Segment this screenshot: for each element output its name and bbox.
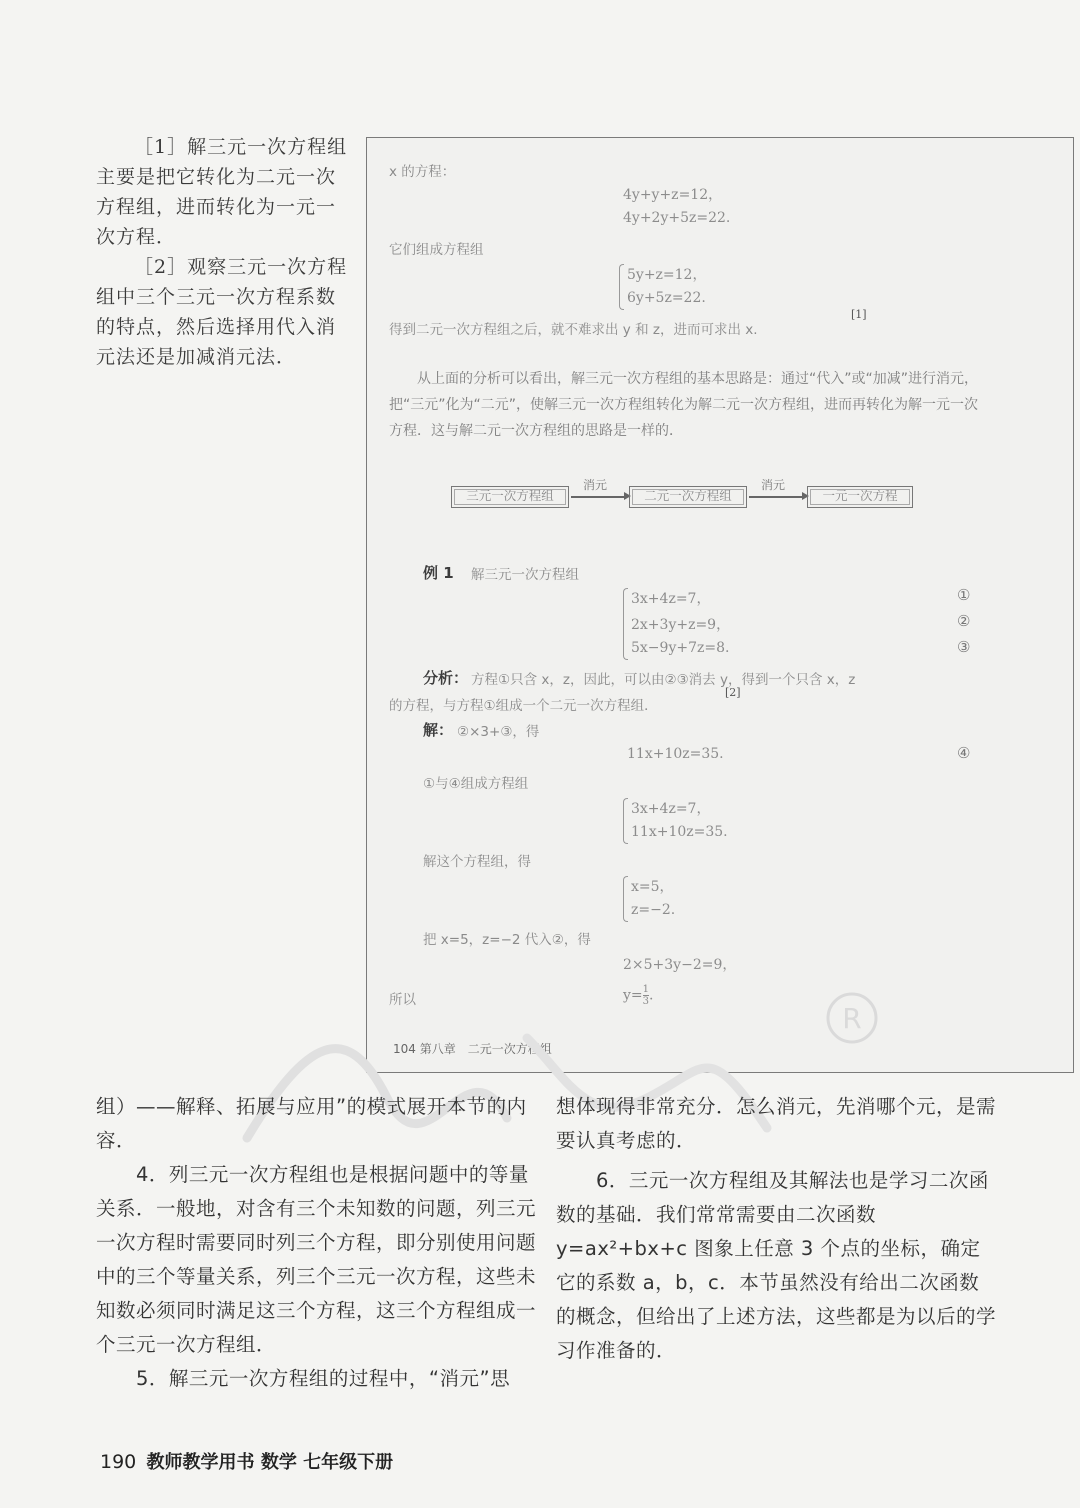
equation: 5x−9y+7z=8. <box>631 640 730 656</box>
equation: 2x+3y+z=9， <box>631 617 731 633</box>
equation: x=5， <box>631 879 674 895</box>
system-brace <box>623 876 628 922</box>
equation-lhs: y= <box>623 987 643 1004</box>
svg-text:R: R <box>842 1002 862 1035</box>
fraction-numerator: 1 <box>642 984 650 995</box>
example-text: 解三元一次方程组 <box>471 567 579 583</box>
equation-number: ② <box>957 612 971 630</box>
solution-label: 解： <box>423 721 454 739</box>
equation: z=−2. <box>631 902 676 918</box>
right-column <box>556 1090 998 1368</box>
flow-arrow <box>571 496 625 498</box>
paragraph: 4．列三元一次方程组也是根据问题中的等量关系．一般地，对含有三个未知数的问题，列三元一次方程时需要同时列三个方程，即分别使用问题中的三个等量关系，列三个三元一次方程，这些未知数必须同时满足这三个方程，这三个方程组成一个三元一次方程组． <box>96 1163 537 1356</box>
registered-mark-icon <box>822 988 882 1048</box>
system-brace <box>623 588 628 660</box>
text-line: 所以 <box>389 992 416 1008</box>
paragraph: 5．解三元一次方程组的过程中，“消元”思 <box>136 1367 511 1390</box>
flow-box-one-variable: 一元一次方程 <box>807 486 913 508</box>
flow-arrow-label: 消元 <box>761 478 786 492</box>
page-footer <box>100 1448 393 1474</box>
embedded-textbook-page <box>366 137 1074 1073</box>
equation: 4y+2y+5z=22. <box>623 210 731 226</box>
analysis-text: 的方程，与方程①组成一个二元一次方程组． <box>389 698 658 714</box>
text-line: 把 x=5，z=−2 代入②，得 <box>423 932 591 948</box>
analysis-text: 方程①只含 x，z，因此，可以由②③消去 y，得到一个只含 x，z <box>471 672 856 688</box>
equation: 5y+z=12， <box>627 267 707 283</box>
system-brace <box>623 798 628 844</box>
example-label: 例 1 <box>423 564 454 582</box>
margin-note-2: ［2］观察三元一次方程组中三个三元一次方程系数的特点，然后选择用代入消元法还是加减消元法． <box>96 256 348 368</box>
solution-text: ②×3+③，得 <box>457 724 540 740</box>
equation: 11x+10z=35. <box>627 746 724 762</box>
text-line: 它们组成方程组 <box>389 242 484 258</box>
equation-end: . <box>649 987 654 1004</box>
footnote-ref-2: [2] <box>725 686 741 699</box>
paragraph: 想体现得非常充分．怎么消元，先消哪个元，是需要认真考虑的． <box>556 1095 997 1152</box>
equation: 3x+4z=7， <box>631 801 711 817</box>
summary-paragraph: 从上面的分析可以看出，解三元一次方程组的基本思路是：通过“代入”或“加减”进行消元，把“三元”化为“二元”，使解三元一次方程组转化为解二元一次方程组，进而再转化为解一元一次方程．这与解二元一次方程组的思路是一样的． <box>389 371 979 439</box>
flow-arrow-label: 消元 <box>583 478 608 492</box>
equation: 2×5+3y−2=9， <box>623 957 737 973</box>
equation: 3x+4z=7， <box>631 591 711 607</box>
analysis-label: 分析： <box>423 669 469 687</box>
footnote-ref-1: [1] <box>851 308 867 321</box>
flow-arrow <box>749 496 803 498</box>
equation: 4y+y+z=12， <box>623 187 723 203</box>
text-line: 解这个方程组，得 <box>423 854 531 870</box>
inset-page-footer: 104 第八章 二元一次方程组 <box>393 1042 552 1056</box>
equation-number: ③ <box>957 638 971 656</box>
text-line: 得到二元一次方程组之后，就不难求出 y 和 z，进而可求出 x. <box>389 322 758 338</box>
paragraph: 组）——解释、拓展与应用”的模式展开本节的内容． <box>96 1095 527 1152</box>
flow-box-two-variable: 二元一次方程组 <box>629 486 747 508</box>
margin-notes <box>96 132 354 372</box>
equation: 6y+5z=22. <box>627 290 706 306</box>
system-brace <box>619 264 624 310</box>
equation-number: ① <box>957 586 971 604</box>
page-number: 190 <box>100 1451 137 1473</box>
fraction-denominator: 3 <box>642 996 650 1007</box>
equation: 11x+10z=35. <box>631 824 728 840</box>
flow-box-three-variable: 三元一次方程组 <box>451 486 569 508</box>
text-line: x 的方程： <box>389 164 456 180</box>
book-title: 教师教学用书 数学 七年级下册 <box>146 1452 394 1473</box>
text-line: ①与④组成方程组 <box>423 776 529 792</box>
margin-note-1: ［1］解三元一次方程组主要是把它转化为二元一次方程组，进而转化为一元一次方程． <box>96 136 348 248</box>
left-column <box>96 1090 538 1396</box>
equation-number: ④ <box>957 744 971 762</box>
paragraph: 6．三元一次方程组及其解法也是学习二次函数的基础．我们常常需要由二次函数 y=ax²+bx+c 图象上任意 3 个点的坐标，确定它的系数 a，b，c．本节虽然没有给出二次函数的概念，但给出了上述方法，这些都是为以后的学习作准备的． <box>556 1169 997 1362</box>
